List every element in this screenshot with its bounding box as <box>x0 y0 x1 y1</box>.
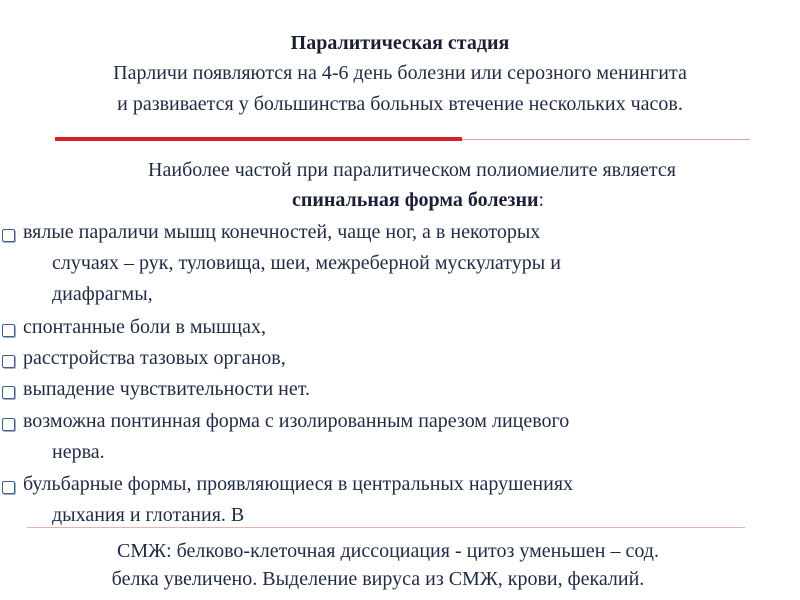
divider-accent-bar <box>55 137 462 141</box>
intro-line-2: и развивается у большинства больных втечение нескольких часов. <box>117 93 683 115</box>
bullet-1-line-1: вялые параличи мышц конечностей, чаще ног, а в некоторых <box>23 221 541 243</box>
bullet-1-line-3: диафрагмы, <box>52 283 153 305</box>
lead-line-2 <box>18 187 800 213</box>
checkbox-bullet-icon <box>2 324 15 337</box>
bullet-6-line-1: бульбарные формы, проявляющиеся в центральных нарушениях <box>23 473 574 495</box>
bullet-3-line-1: расстройства тазовых органов, <box>23 347 286 369</box>
bullet-6-line-2: дыхания и глотания. В <box>52 504 245 526</box>
intro-line-1: Парличи появляются на 4-6 день болезни или серозного менингита <box>113 62 687 84</box>
bullet-5-line-1: возможна понтинная форма с изолированным парезом лицевого <box>23 410 570 432</box>
divider-thin-line <box>27 527 745 528</box>
bullet-2-line-1: спонтанные боли в мышцах, <box>23 316 266 338</box>
slide-title: Паралитическая стадия <box>290 32 510 54</box>
lead-line-1: Наиболее частой при паралитическом полиомиелите является <box>148 159 676 181</box>
checkbox-bullet-icon <box>2 418 15 431</box>
checkbox-bullet-icon <box>2 481 15 494</box>
divider-thin-line <box>462 139 750 140</box>
bullet-5-line-2: нерва. <box>52 441 105 463</box>
footer-line-2: белка увеличено. Выделение вируса из СМЖ, крови, фекалий. <box>111 568 645 590</box>
lead-emphasis: спинальная форма болезни <box>291 189 539 211</box>
checkbox-bullet-icon <box>2 229 15 242</box>
footer-line-1: СМЖ: белково-клеточная диссоциация - цитоз уменьшен – сод. <box>117 540 659 562</box>
checkbox-bullet-icon <box>2 355 15 368</box>
bullet-1-line-2: случаях – рук, туловища, шеи, межреберной мускулатуры и <box>52 252 561 274</box>
checkbox-bullet-icon <box>2 386 15 399</box>
lead-colon: : <box>538 189 545 211</box>
bullet-4-line-1: выпадение чувствительности нет. <box>23 378 311 400</box>
